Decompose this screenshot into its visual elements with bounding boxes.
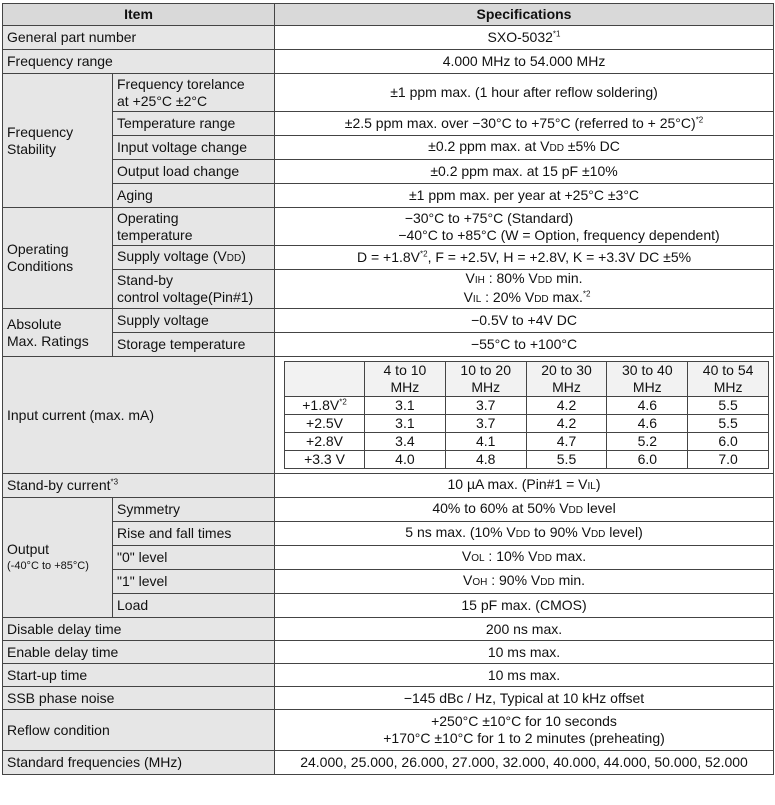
subscript: IL — [472, 294, 482, 305]
footnote-1: *1 — [552, 29, 561, 39]
standby-control-voltage-row — [3, 270, 774, 309]
input-current-label: Input current (max. mA) — [3, 357, 275, 474]
column-header: 30 to 40 MHz — [607, 362, 688, 397]
input-voltage-change-value — [275, 136, 774, 160]
table-cell: 3.1 — [365, 415, 446, 433]
general-part-number-row — [3, 26, 774, 50]
frequency-range-row — [3, 50, 774, 74]
table-cell: 3.7 — [445, 397, 526, 415]
footnote-2: *2 — [695, 115, 704, 125]
voltage-cell: +3.3 V — [285, 451, 365, 469]
option-temperature: −40°C to +85°C (W = Option, frequency dependent) — [398, 226, 720, 243]
standby-current-value — [275, 474, 774, 498]
footnote-2: *2 — [339, 397, 347, 407]
startup-time-row — [3, 664, 774, 687]
text: min. — [552, 270, 583, 286]
text: V — [461, 548, 472, 564]
aging-row — [3, 184, 774, 208]
input-current-cell — [275, 357, 774, 474]
output-load-change-row — [3, 160, 774, 184]
voltage-cell — [285, 397, 365, 415]
one-level-row — [3, 570, 774, 594]
ssb-phase-noise-value: −145 dBc / Hz, Typical at 10 kHz offset — [275, 687, 774, 710]
table-cell: 4.1 — [445, 433, 526, 451]
input-current-header-row — [285, 362, 769, 397]
subscript: DD — [537, 275, 553, 286]
text: min. — [554, 572, 586, 588]
text: 40% to 60% at 50% V — [432, 500, 569, 516]
text: V — [462, 572, 473, 588]
table-cell: 3.7 — [445, 415, 526, 433]
voltage-cell: +2.5V — [285, 415, 365, 433]
text: Supply voltage (V — [117, 248, 227, 264]
load-value: 15 pF max. (CMOS) — [275, 594, 774, 618]
standby-control-voltage-label: Stand-by control voltage(Pin#1) — [113, 270, 275, 309]
disable-delay-value: 200 ns max. — [275, 618, 774, 641]
load-label: Load — [113, 594, 275, 618]
table-cell: 5.5 — [688, 397, 769, 415]
table-cell: 4.7 — [526, 433, 607, 451]
startup-time-label: Start-up time — [3, 664, 275, 687]
output-load-change-label: Output load change — [113, 160, 275, 184]
input-voltage-change-row — [3, 136, 774, 160]
subscript: OH — [472, 577, 488, 588]
text: to 90% V — [530, 524, 591, 540]
frequency-range-label: Frequency range — [3, 50, 275, 74]
aging-value: ±1 ppm max. per year at +25°C ±3°C — [275, 184, 774, 208]
disable-delay-label: Disable delay time — [3, 618, 275, 641]
frequency-tolerance-value: ±1 ppm max. (1 hour after reflow soldering) — [275, 74, 774, 112]
storage-temperature-value: −55°C to +100°C — [275, 333, 774, 357]
text: : 80% V — [484, 270, 538, 286]
subscript: DD — [515, 529, 531, 540]
table-row — [285, 433, 769, 451]
table-cell: 7.0 — [688, 451, 769, 469]
rise-fall-label: Rise and fall times — [113, 522, 275, 546]
temperature-range-text: ±2.5 ppm max. over −30°C to +75°C (referred to + 25°C) — [344, 115, 696, 131]
subscript: DD — [534, 294, 549, 305]
subscript: IL — [587, 481, 596, 492]
storage-temperature-label: Storage temperature — [113, 333, 275, 357]
output-title: Output — [7, 540, 50, 557]
text: ) — [595, 476, 601, 492]
table-cell: 4.0 — [365, 451, 446, 469]
absolute-max-ratings-label: Absolute Max. Ratings — [3, 309, 113, 357]
subscript: DD — [568, 505, 583, 516]
frequency-tolerance-row — [3, 74, 774, 112]
standby-current-label — [3, 474, 275, 498]
reflow-condition-value — [275, 710, 774, 751]
frequency-stability-label: Frequency Stability — [3, 74, 113, 208]
standby-current-row — [3, 474, 774, 498]
text: , F = +2.5V, H = +2.8V, K = +3.3V DC ±5% — [427, 249, 692, 265]
text: level) — [605, 524, 643, 540]
startup-time-value: 10 ms max. — [275, 664, 774, 687]
one-level-value — [275, 570, 774, 594]
standard-temperature: −30°C to +75°C (Standard) — [404, 209, 574, 226]
load-row — [3, 594, 774, 618]
table-cell: 5.2 — [607, 433, 688, 451]
footnote-3: *3 — [110, 477, 119, 487]
reflow-condition-row — [3, 710, 774, 751]
enable-delay-label: Enable delay time — [3, 641, 275, 664]
text: : 10% V — [484, 548, 538, 564]
input-voltage-change-label: Input voltage change — [113, 136, 275, 160]
zero-level-row — [3, 546, 774, 570]
symmetry-label: Symmetry — [113, 498, 275, 522]
table-cell: 6.0 — [607, 451, 688, 469]
table-cell: 4.2 — [526, 415, 607, 433]
symmetry-row — [3, 498, 774, 522]
subscript: DD — [590, 529, 606, 540]
table-cell: 3.4 — [365, 433, 446, 451]
table-cell: 3.1 — [365, 397, 446, 415]
zero-level-value — [275, 546, 774, 570]
vih-line — [279, 270, 769, 289]
text: ) — [241, 248, 246, 264]
subscript: DD — [549, 143, 564, 154]
temperature-range-label: Temperature range — [113, 112, 275, 136]
supply-voltage-row — [3, 246, 774, 270]
column-header: 10 to 20 MHz — [445, 362, 526, 397]
subscript: DD — [226, 253, 242, 264]
general-part-number-label: General part number — [3, 26, 275, 50]
table-cell: 4.6 — [607, 415, 688, 433]
reflow-condition-label: Reflow condition — [3, 710, 275, 751]
rise-fall-value — [275, 522, 774, 546]
table-row — [285, 397, 769, 415]
voltage-cell: +2.8V — [285, 433, 365, 451]
text: 10 µA max. (Pin#1 = V — [447, 476, 588, 492]
header-row — [3, 4, 774, 26]
text: max. — [548, 289, 583, 305]
absolute-supply-voltage-label: Supply voltage — [113, 309, 275, 333]
column-header: 20 to 30 MHz — [526, 362, 607, 397]
text: V — [465, 270, 475, 286]
text: ±0.2 ppm max. at V — [428, 138, 550, 154]
specifications-table — [2, 3, 774, 775]
reflow-peak: +250°C ±10°C for 10 seconds — [431, 713, 617, 729]
column-header: 4 to 10 MHz — [365, 362, 446, 397]
table-cell: 4.8 — [445, 451, 526, 469]
general-part-number-value — [275, 26, 774, 50]
text: 5 ns max. (10% V — [405, 524, 516, 540]
enable-delay-row — [3, 641, 774, 664]
symmetry-value — [275, 498, 774, 522]
table-cell: 6.0 — [688, 433, 769, 451]
operating-temperature-value — [275, 208, 774, 246]
text: : 20% V — [481, 289, 535, 305]
input-current-table — [284, 361, 769, 469]
frequency-range-value: 4.000 MHz to 54.000 MHz — [275, 50, 774, 74]
ssb-phase-noise-row — [3, 687, 774, 710]
reflow-preheat: +170°C ±10°C for 1 to 2 minutes (preheating) — [383, 730, 665, 746]
temperature-range-row — [3, 112, 774, 136]
subscript: DD — [540, 577, 555, 588]
input-current-row — [3, 357, 774, 474]
table-cell: 5.5 — [526, 451, 607, 469]
disable-delay-row — [3, 618, 774, 641]
text: D = +1.8V — [356, 249, 421, 265]
table-row — [285, 451, 769, 469]
output-load-change-value: ±0.2 ppm max. at 15 pF ±10% — [275, 160, 774, 184]
footnote-2: *2 — [420, 249, 428, 259]
rise-fall-row — [3, 522, 774, 546]
part-number: SXO-5032 — [487, 29, 553, 45]
one-level-label: "1" level — [113, 570, 275, 594]
table-cell: 4.2 — [526, 397, 607, 415]
output-label — [3, 498, 113, 618]
ssb-phase-noise-label: SSB phase noise — [3, 687, 275, 710]
text: : 90% V — [487, 572, 541, 588]
standard-frequencies-row — [3, 751, 774, 775]
operating-temperature-label: Operating temperature — [113, 208, 275, 246]
footnote-2: *2 — [582, 289, 591, 299]
subscript: IH — [474, 275, 485, 286]
text: max. — [551, 548, 587, 564]
supply-voltage-label — [113, 246, 275, 270]
standard-frequencies-label: Standard frequencies (MHz) — [3, 751, 275, 775]
item-header: Item — [3, 4, 275, 26]
storage-temperature-row — [3, 333, 774, 357]
output-temperature-range: (-40°C to +85°C) — [7, 559, 89, 572]
aging-label: Aging — [113, 184, 275, 208]
table-cell: 5.5 — [688, 415, 769, 433]
corner-cell — [285, 362, 365, 397]
enable-delay-value: 10 ms max. — [275, 641, 774, 664]
text: Stand-by current — [7, 477, 111, 493]
text: level — [583, 500, 616, 516]
standard-frequencies-value: 24.000, 25.000, 26.000, 27.000, 32.000, 40.000, 44.000, 50.000, 52.000 — [275, 751, 774, 775]
table-cell: 4.6 — [607, 397, 688, 415]
table-row — [285, 415, 769, 433]
standby-control-voltage-value — [275, 270, 774, 309]
temperature-range-value — [275, 112, 774, 136]
supply-voltage-value — [275, 246, 774, 270]
frequency-tolerance-label: Frequency torelance at +25°C ±2°C — [113, 74, 275, 112]
operating-conditions-label: Operating Conditions — [3, 208, 113, 309]
text: ±5% DC — [563, 138, 620, 154]
subscript: OL — [471, 553, 485, 564]
subscript: DD — [537, 553, 552, 564]
vil-line — [279, 289, 769, 308]
operating-temperature-row — [3, 208, 774, 246]
voltage: +1.8V — [302, 397, 340, 413]
zero-level-label: "0" level — [113, 546, 275, 570]
text: V — [463, 289, 473, 305]
specifications-header: Specifications — [275, 4, 774, 26]
absolute-supply-voltage-row — [3, 309, 774, 333]
absolute-supply-voltage-value: −0.5V to +4V DC — [275, 309, 774, 333]
column-header: 40 to 54 MHz — [688, 362, 769, 397]
